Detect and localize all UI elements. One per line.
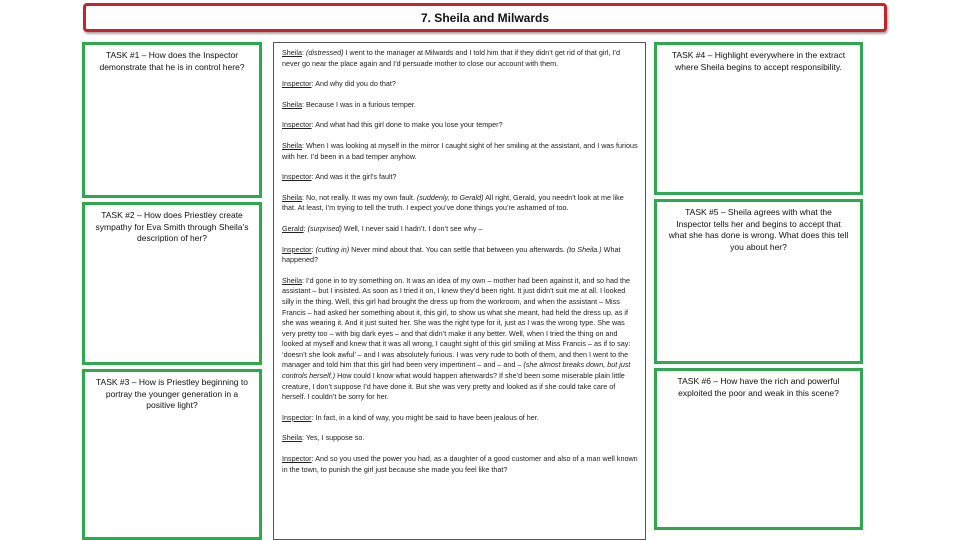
page-title: 7. Sheila and Milwards <box>83 3 887 32</box>
dialogue-text: And what had this girl done to make you lose your temper? <box>315 120 503 130</box>
dialogue-line: Sheila: No, not really. It was my own fault. (suddenly, to Gerald) All right, Gerald, you needn’t look at me like that. At least, I’m trying to tell the truth. I expect you’ve done things you’re ashamed of too. <box>282 192 624 213</box>
task-4-box: TASK #4 – Highlight everywhere in the extract where Sheila begins to accept responsibility. <box>654 42 863 195</box>
task-5-box: TASK #5 – Sheila agrees with what the Inspector tells her and begins to accept that what she has done is wrong. What does this tell you about her? <box>654 199 863 364</box>
stage-direction: (she almost breaks down, but just controls herself.) <box>282 360 631 381</box>
dialogue-text: When I was looking at myself in the mirror I caught sight of her smiling at the assistant, and I was furious with her. I’d been in a bad temper anyhow. <box>282 140 638 161</box>
dialogue-line: Inspector: And what had this girl done to make you lose your temper? <box>282 120 503 130</box>
speaker-name: Inspector <box>282 412 312 422</box>
dialogue-text: Never mind about that. You can settle that between you afterwards. <box>349 244 567 254</box>
dialogue-text: Well, I never said I hadn’t. I don’t see why – <box>341 223 483 233</box>
task-6-box: TASK #6 – How have the rich and powerful exploited the poor and weak in this scene? <box>654 368 863 530</box>
dialogue-line: Sheila: When I was looking at myself in the mirror I caught sight of her smiling at the assistant, and I was furious with her. I’d been in a bad temper anyhow. <box>282 140 638 161</box>
dialogue-line: Sheila: I’d gone in to try something on. It was an idea of my own – mother had been against it, and so had the assistant – but I insisted. As soon as I tried it on, I knew they’d been right. It just didn’t suit me at all. I looked silly in the thing. Well, this girl had brought the dress up from the workroom, and when the assistant – Miss Francis – had asked her something about it, this girl, to show us what she meant, had held the dress up, as if she was wearing it. And it just suited her. She was the right type for it, just as I was the wrong type. She was very pretty too – with big dark eyes – and that didn’t make it any better. Well, when I tried the thing on and looked at myself and knew that it was all wrong, I caught sight of this girl smiling at Miss Francis – as if to say: ‘doesn’t she look awful’ – and I was absolutely furious. I was very rude to both of them, and then I went to the manager and told him that this girl had been very impertinent – and – and – (she almost breaks down, but just controls herself.) How could I know what would happen afterwards? If she’d been some miserable plain little creature, I don’t suppose I’d have done it. But she was very pretty and looked as if she could take care of herself. I couldn’t be sorry for her. <box>282 275 631 402</box>
speaker-name: Inspector <box>282 172 312 182</box>
stage-direction: (to Sheila.) <box>566 244 602 254</box>
dialogue-text: And was it the girl’s fault? <box>315 172 397 182</box>
speaker-name: Inspector <box>282 454 312 464</box>
speaker-name: Sheila <box>282 140 302 150</box>
task-3-box: TASK #3 – How is Priestley beginning to portray the younger generation in a positive light? <box>82 369 262 540</box>
dialogue-text: Yes, I suppose so. <box>305 433 365 443</box>
dialogue-text: In fact, in a kind of way, you might be said to have been jealous of her. <box>315 412 539 422</box>
dialogue-line: Sheila: (distressed) I went to the manager at Milwards and I told him that if they didn’t get rid of that girl, I’d never go near the place again and I’d persuade mother to close our account with them. <box>282 48 620 68</box>
speaker-name: Sheila <box>282 433 302 443</box>
speaker-name: Gerald <box>282 223 304 233</box>
speaker-name: Inspector <box>282 79 312 89</box>
dialogue-line: Inspector: (cutting in) Never mind about that. You can settle that between you afterwards. (to Sheila.) What happened? <box>282 244 621 265</box>
play-extract <box>273 42 646 540</box>
dialogue-line: Sheila: Because I was in a furious temper. <box>282 99 416 109</box>
dialogue-text: No, not really. It was my own fault. <box>305 192 417 202</box>
dialogue-line: Inspector: And so you used the power you had, as a daughter of a good customer and also of a man well known in the town, to punish the girl just because she made you feel like that? <box>282 454 638 474</box>
dialogue-line: Sheila: Yes, I suppose so. <box>282 433 365 443</box>
stage-direction: (suddenly, to Gerald) <box>416 192 484 202</box>
speaker-name: Sheila <box>282 48 302 57</box>
dialogue-text: I’d gone in to try something on. It was an idea of my own – mother had been against it, and so had the assistant – but I insisted. As soon as I tried it on, I knew they’d been right. It just didn’t suit me at all. I looked silly in the thing. Well, this girl had brought the dress up from the workroom, and when the assistant – Miss Francis – had asked her something about it, this girl, to show us what she meant, had held the dress up, as if she was wearing it. And it just suited her. She was the right type for it, just as I was the wrong type. She was very pretty too – with big dark eyes – and that didn’t make it any better. Well, when I tried the thing on and looked at myself and knew that it was all wrong, I caught sight of this girl smiling at Miss Francis – as if to say: ‘doesn’t she look awful’ – and I was absolutely furious. I was very rude to both of them, and then I went to the manager and told him that this girl had been very impertinent – and – and – <box>282 275 631 370</box>
speaker-name: Inspector <box>282 120 312 130</box>
dialogue-line: Gerald: (surprised) Well, I never said I hadn’t. I don’t see why – <box>282 223 483 233</box>
stage-direction: (cutting in) <box>315 244 350 254</box>
stage-direction: (distressed) <box>305 48 344 57</box>
dialogue-text: And so you used the power you had, as a daughter of a good customer and also of a man well known in the town, to punish the girl just because she made you feel like that? <box>282 454 638 474</box>
task-2-box: TASK #2 – How does Priestley create sympathy for Eva Smith through Sheila’s description of her? <box>82 202 262 365</box>
dialogue-text: I went to the manager at Milwards and I told him that if they didn’t get rid of that girl, I’d never go near the place again and I’d persuade mother to close our account with them. <box>282 48 620 68</box>
dialogue-text: Because I was in a furious temper. <box>305 99 416 109</box>
dialogue-line: Inspector: And was it the girl’s fault? <box>282 172 397 182</box>
task-1-box: TASK #1 – How does the Inspector demonstrate that he is in control here? <box>82 42 262 198</box>
speaker-name: Sheila <box>282 99 302 109</box>
stage-direction: (surprised) <box>307 223 342 233</box>
dialogue-text: All right, Gerald, you needn’t look at me like that. At least, I’m trying to tell the truth. I expect you’ve done things you’re ashamed of too. <box>282 192 624 213</box>
speaker-name: Sheila <box>282 192 302 202</box>
speaker-name: Inspector <box>282 244 312 254</box>
dialogue-text: How could I know what would happen afterwards? If she’d been some miserable plain little creature, I don’t suppose I’d have done it. But she was very pretty and looked as if she could take care of herself. I couldn’t be sorry for her. <box>282 371 625 402</box>
speaker-name: Sheila <box>282 275 302 285</box>
dialogue-text: And why did you do that? <box>315 79 396 89</box>
dialogue-text: What happened? <box>282 244 621 265</box>
dialogue-line: Inspector: And why did you do that? <box>282 79 396 89</box>
dialogue-line: Inspector: In fact, in a kind of way, you might be said to have been jealous of her. <box>282 412 539 422</box>
